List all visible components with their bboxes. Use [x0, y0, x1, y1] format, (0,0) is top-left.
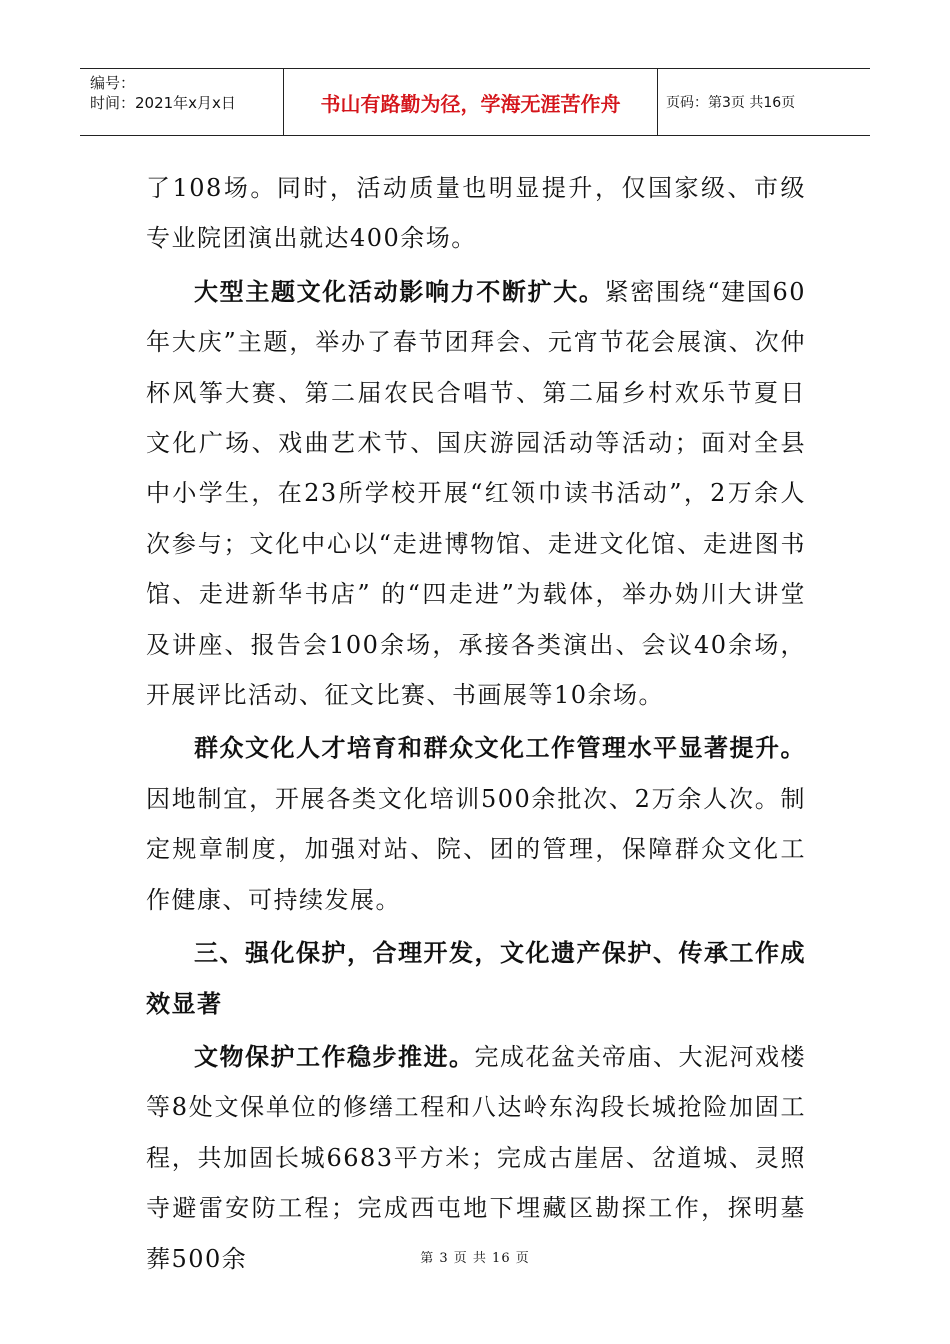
page-footer: 第 3 页 共 16 页 — [420, 1251, 530, 1266]
document-body — [146, 163, 806, 1284]
paragraph-heading: 群众文化人才培育和群众文化工作管理水平显著提升。 — [194, 733, 806, 763]
page-header — [80, 68, 870, 136]
header-page-number: 页码：第3页 共16页 — [666, 95, 796, 111]
document-number-label: 编号： — [90, 74, 136, 92]
paragraph-cultural-activities — [146, 267, 806, 721]
paragraph-text: 因地制宜，开展各类文化培训500余批次、2万余人次。制定规章制度，加强对站、院、团的管理，保障群众文化工作健康、可持续发展。 — [146, 784, 806, 914]
paragraph-heading: 文物保护工作稳步推进。 — [194, 1041, 475, 1071]
section-heading: 三、强化保护，合理开发，文化遗产保护、传承工作成效显著 — [146, 938, 806, 1018]
document-date-label: 时间：2021年x月x日 — [90, 94, 236, 112]
paragraph-text: 完成花盆关帝庙、大泥河戏楼等8处文保单位的修缮工程和八达岭东沟段长城抢险加固工程，共加固长城6683平方米；完成古崖居、岔道城、灵照寺避雷安防工程；完成西屯地下埋藏区勘探工作，探明墓葬500余 — [146, 1042, 806, 1273]
header-motto: 书山有路勤为径，学海无涯苦作舟 — [284, 69, 658, 135]
header-meta-cell — [80, 69, 284, 135]
paragraph-continuation: 了108场。同时，活动质量也明显提升，仅国家级、市级专业院团演出就达400余场。 — [146, 174, 806, 253]
paragraph-talent-management — [146, 723, 806, 925]
paragraph-heading: 大型主题文化活动影响力不断扩大。 — [194, 276, 605, 306]
paragraph-text: 紧密围绕“建国60年大庆”主题，举办了春节团拜会、元宵节花会展演、次仲杯风筝大赛、第二届农民合唱节、第二届乡村欢乐节夏日文化广场、戏曲艺术节、国庆游园活动等活动；面对全县中小学生，在23所学校开展“红领巾读书活动”，2万余人次参与；文化中心以“走进博物馆、走进文化馆、走进图书馆、走进新华书店” 的“四走进”为载体，举办妫川大讲堂及讲座、报告会100余场，承接各类演出、会议40余场，开展评比活动、征文比赛、书画展等10余场。 — [146, 277, 807, 710]
